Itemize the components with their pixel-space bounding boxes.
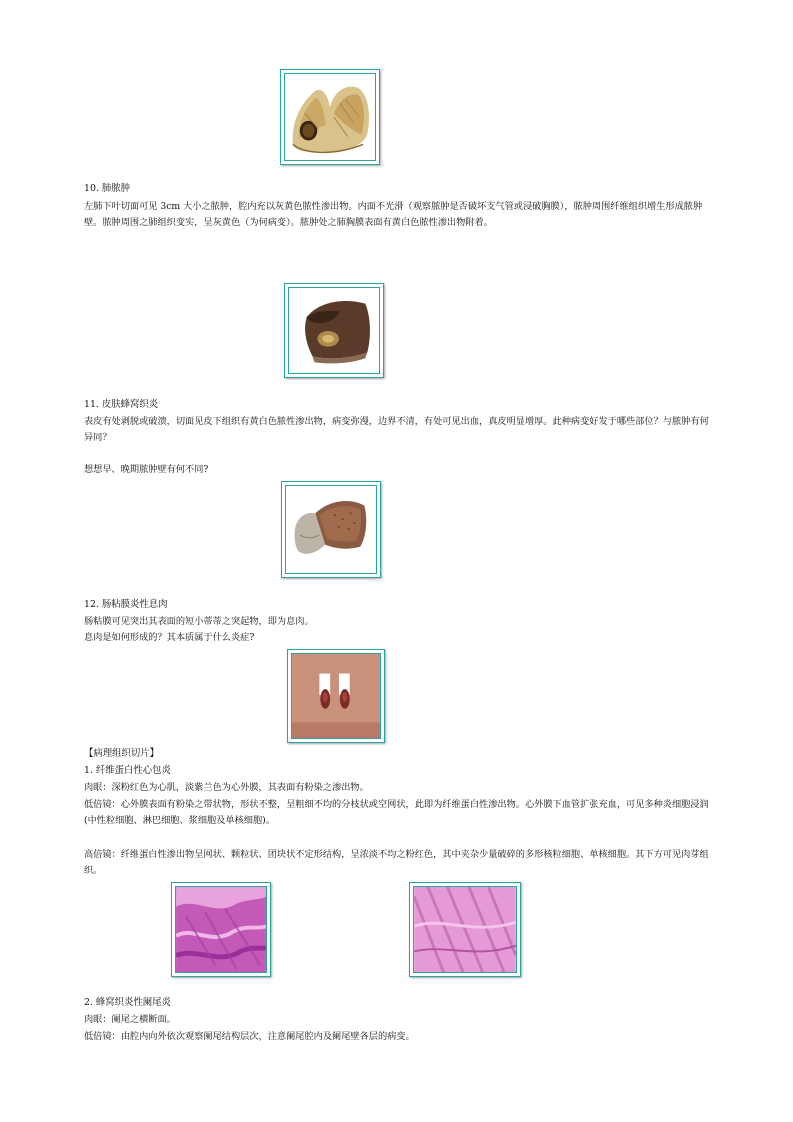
lung-abscess-photo-frame — [284, 283, 384, 378]
pathology-1-low-power: 低倍镜：心外膜表面有粉染之带状物，形状不整，呈粗细不均的分枝状或空网状，此即为纤维蛋白性渗出物。心外膜下血管扩张充血，可见多种炎细胞浸润(中性粒细胞、淋巴细胞、浆细胞及单核细胞)。 — [84, 799, 709, 826]
skin-cellulitis-photo-frame — [281, 481, 381, 578]
lung-specimen-photo-frame — [280, 69, 380, 165]
micrograph-high-power — [413, 886, 517, 973]
pathology-2-low-power: 低倍镜：由腔内向外依次观察阑尾结构层次，注意阑尾腔内及阑尾壁各层的病变。 — [84, 1031, 415, 1042]
lung-specimen-photo — [284, 73, 376, 161]
pathology-1-high-power: 高倍镜：纤维蛋白性渗出物呈网状、颗粒状、团块状不定形结构，呈浓淡不均之粉红色，其中夹杂少量破碎的多形核粒细胞、单核细胞。其下方可见肉芽组织。 — [84, 849, 709, 876]
section-12-heading: 12. 肠粘膜炎性息肉 — [84, 599, 168, 610]
pathology-1-heading: 1. 纤维蛋白性心包炎 — [84, 765, 171, 776]
section-11-question: 想想早、晚期脓肿壁有何不同? — [84, 464, 209, 475]
intestinal-polyp-photo — [291, 653, 381, 739]
micrograph-high-power-frame — [409, 882, 521, 977]
pathology-2-gross: 肉眼：阑尾之横断面。 — [84, 1014, 176, 1025]
pathology-2-heading: 2. 蜂窝织炎性阑尾炎 — [84, 997, 171, 1008]
pathology-title: 【病理组织切片】 — [84, 748, 160, 759]
section-10-heading: 10. 肺脓肿 — [84, 183, 131, 194]
micrograph-low-power — [175, 886, 267, 973]
micrograph-low-power-frame — [171, 882, 271, 977]
section-12-line-1: 肠粘膜可见突出其表面的短小蒂蒂之突起物，即为息肉。 — [84, 616, 314, 627]
section-11-heading: 11. 皮肤蜂窝织炎 — [84, 399, 159, 410]
section-11-body: 表皮有处剥脱或破溃，切面见皮下组织有黄白色脓性渗出物，病变弥漫，边界不清，有处可见出血，真皮明显增厚。此种病变好发于哪些部位？与脓肿有何异同？ — [84, 416, 709, 443]
pathology-1-gross: 肉眼：深粉红色为心肌，淡紫兰色为心外膜，其表面有粉染之渗出物。 — [84, 782, 369, 793]
section-12-line-2: 息肉是如何形成的？其本质属于什么炎症? — [84, 632, 255, 643]
lung-abscess-photo — [288, 287, 380, 374]
section-10-body: 左肺下叶切面可见 3cm 大小之脓肿，腔内充以灰黄色脓性渗出物。内面不光滑（观察脓肿是否破坏支气管或浸破胸膜），脓肿周围纤维组织增生形成脓肿壁。脓肿周围之肺组织变实，呈灰黄色（为何病变）。脓肿处之肺胸膜表面有黄白色脓性渗出物附着。 — [84, 201, 703, 228]
intestinal-polyp-photo-frame — [287, 649, 385, 743]
skin-cellulitis-photo — [285, 485, 377, 574]
